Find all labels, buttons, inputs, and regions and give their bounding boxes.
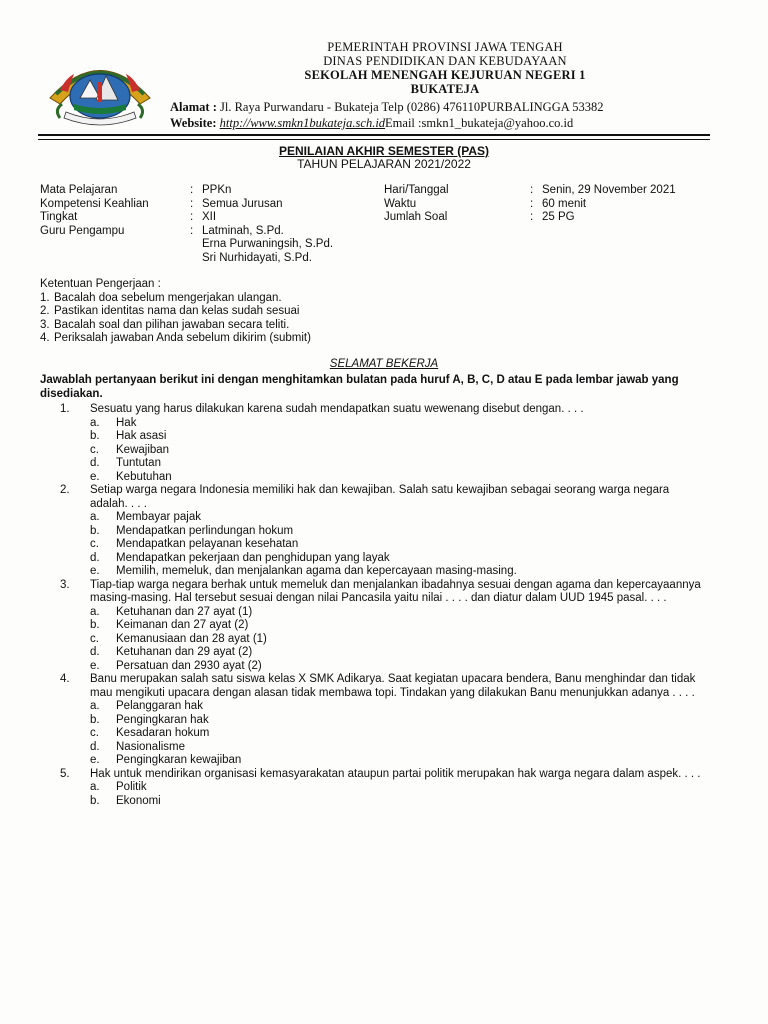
answer-option (90, 525, 710, 539)
letterhead-rule-thick (38, 134, 710, 136)
info-row: Guru Pengampu : Latminah, S.Pd. (40, 224, 284, 237)
question-text: Tiap-tiap warga negara berhak untuk memeluk dan menjalankan ibadahnya sesuai dengan agama dan kepercayaannya masing-masing. Hal tersebut sesuai dengan nilai Pancasila yaitu nilai . . . . dan diatur dalam UUD 1945 pasal. . . . (90, 578, 701, 604)
greeting-heading: SELAMAT BEKERJA (329, 358, 439, 370)
question-text: Hak untuk mendirikan organisasi kemasyarakatan ataupun partai politik merupakan hak warga negara dalam aspek. . . . (90, 767, 701, 780)
answer-option (90, 781, 710, 795)
info-value: PPKn (202, 184, 232, 196)
option-letter: c. (90, 727, 99, 739)
info-value: 60 menit (542, 197, 587, 210)
answer-option (90, 565, 710, 579)
option-text: Hak (116, 416, 137, 429)
option-text: Pengingkaran kewajiban (116, 754, 242, 766)
option-letter: a. (90, 511, 100, 523)
option-letter: b. (90, 619, 100, 631)
letterhead (160, 40, 730, 96)
question-number: 1. (60, 403, 70, 415)
answer-option (90, 741, 710, 755)
list-item: 3. Bacalah soal dan pilihan jawaban secara teliti. (40, 318, 290, 331)
website-label: Website: (170, 116, 217, 130)
guru-name: Erna Purwaningsih, S.Pd. (202, 238, 334, 250)
option-letter: b. (90, 430, 100, 442)
option-letter: a. (90, 605, 100, 618)
option-text: Politik (116, 781, 147, 793)
question-item (60, 484, 710, 579)
option-letter: d. (90, 551, 100, 564)
question-number: 2. (60, 484, 70, 496)
answer-option (90, 552, 710, 566)
answer-option (90, 457, 710, 471)
option-text: Kesadaran hokum (116, 727, 210, 739)
option-text: Hak asasi (116, 430, 167, 442)
option-letter: d. (90, 646, 100, 658)
exam-title: PENILAIAN AKHIR SEMESTER (PAS) (278, 144, 489, 158)
question-item (60, 579, 710, 674)
answer-option (90, 754, 710, 768)
info-row-continued (40, 252, 333, 266)
exam-info-right (384, 184, 676, 225)
info-key: Waktu (384, 197, 417, 210)
answer-option (90, 606, 710, 620)
option-letter: e. (90, 659, 100, 672)
info-value: Senin, 29 November 2021 (542, 184, 676, 196)
option-letter: d. (90, 457, 100, 469)
list-item: 2. Pastikan identitas nama dan kelas sudah sesuai (40, 305, 300, 317)
info-value: XII (202, 211, 217, 223)
option-letter: e. (90, 565, 100, 577)
option-letter: c. (90, 538, 99, 550)
guru-name: Sri Nurhidayati, S.Pd. (202, 251, 312, 264)
option-text: Memilih, memeluk, dan menjalankan agama dan kepercayaan masing-masing. (116, 565, 517, 577)
option-text: Kebutuhan (116, 470, 172, 483)
info-row: Mata Pelajaran : PPKn (40, 184, 232, 196)
answer-option (90, 444, 710, 458)
letterhead-address (170, 100, 710, 115)
option-text: Pengingkaran hak (116, 713, 209, 726)
question-number: 5. (60, 767, 70, 780)
info-value: Semua Jurusan (202, 197, 283, 210)
option-text: Tuntutan (116, 457, 161, 469)
option-letter: d. (90, 740, 100, 753)
option-text: Mendapatkan pelayanan kesehatan (116, 538, 299, 550)
question-body (90, 403, 710, 484)
question-body (90, 673, 710, 768)
letterhead-city: BUKATEJA (410, 82, 480, 96)
question-item (60, 768, 710, 809)
letterhead-department: DINAS PENDIDIKAN DAN KEBUDAYAAN (323, 54, 567, 68)
option-text: Mendapatkan pekerjaan dan penghidupan yang layak (116, 551, 390, 564)
option-text: Membayar pajak (116, 511, 202, 523)
info-key: Hari/Tanggal (384, 184, 449, 196)
answer-option (90, 727, 710, 741)
info-row: Waktu : 60 menit (384, 197, 587, 210)
info-row: Tingkat : XII (40, 211, 217, 223)
address-label: Alamat : (170, 100, 217, 114)
info-row-continued (40, 238, 333, 252)
info-key: Kompetensi Keahlian (40, 197, 149, 210)
exam-info-left (40, 184, 333, 265)
question-text: Sesuatu yang harus dilakukan karena sudah mendapatkan suatu wewenang disebut dengan. . . . (90, 403, 584, 415)
option-letter: c. (90, 443, 99, 456)
question-item (60, 673, 710, 768)
answer-option (90, 538, 710, 552)
info-key: Guru Pengampu (40, 224, 125, 237)
option-text: Kemanusiaan dan 28 ayat (1) (116, 632, 267, 645)
answer-instruction: Jawablah pertanyaan berikut ini dengan menghitamkan bulatan pada huruf A, B, C, D atau E pada lembar jawab yang disediakan. (40, 374, 679, 400)
question-body (90, 579, 710, 674)
address-value: Jl. Raya Purwandaru - Bukateja Telp (0286) 476110PURBALINGGA 53382 (220, 100, 604, 114)
option-letter: a. (90, 781, 100, 793)
info-key: Jumlah Soal (384, 211, 448, 223)
letterhead-rule-thin (38, 139, 710, 140)
option-text: Pelanggaran hak (116, 700, 203, 712)
option-letter: b. (90, 713, 100, 726)
option-letter: c. (90, 632, 99, 645)
answer-option (90, 660, 710, 674)
answer-option (90, 471, 710, 485)
option-letter: a. (90, 416, 100, 429)
letterhead-website (170, 116, 710, 131)
option-letter: e. (90, 754, 100, 766)
exam-year: TAHUN PELAJARAN 2021/2022 (297, 157, 471, 171)
option-text: Ekonomi (116, 794, 161, 807)
option-text: Persatuan dan 2930 ayat (2) (116, 659, 262, 672)
answer-option (90, 700, 710, 714)
info-key: Tingkat (40, 211, 78, 223)
list-item: 4. Periksalah jawaban Anda sebelum dikirim (submit) (40, 332, 311, 344)
option-letter: e. (90, 470, 100, 483)
option-letter: a. (90, 700, 100, 712)
website-link[interactable]: http://www.smkn1bukateja.sch.id (219, 116, 386, 130)
answer-option (90, 619, 710, 633)
question-text: Setiap warga negara Indonesia memiliki hak dan kewajiban. Salah satu kewajiban sebagai seorang warga negara adalah. . . . (90, 484, 670, 510)
answer-option (90, 714, 710, 728)
question-item (60, 403, 710, 484)
info-row: Kompetensi Keahlian : Semua Jurusan (40, 197, 283, 210)
answer-option (90, 430, 710, 444)
question-body (90, 484, 710, 579)
option-letter: b. (90, 524, 100, 537)
option-text: Mendapatkan perlindungan hokum (116, 524, 294, 537)
option-text: Nasionalisme (116, 740, 186, 753)
info-key: Mata Pelajaran (40, 184, 118, 196)
email-text: Email :smkn1_bukateja@yahoo.co.id (385, 116, 574, 130)
letterhead-school: SEKOLAH MENENGAH KEJURUAN NEGERI 1 (304, 68, 586, 82)
question-body (90, 768, 710, 809)
answer-option (90, 633, 710, 647)
question-number: 3. (60, 578, 70, 591)
instruction-text: Bacalah soal dan pilihan jawaban secara teliti. (54, 318, 290, 331)
option-letter: b. (90, 794, 100, 807)
instructions-list (40, 292, 311, 346)
info-row: Hari/Tanggal : Senin, 29 November 2021 (384, 184, 676, 196)
info-value: 25 PG (542, 211, 575, 223)
answer-option (90, 646, 710, 660)
answer-option (90, 795, 710, 809)
option-text: Keimanan dan 27 ayat (2) (116, 619, 249, 631)
answer-option (90, 511, 710, 525)
letterhead-province: PEMERINTAH PROVINSI JAWA TENGAH (327, 40, 563, 54)
instructions-title: Ketentuan Pengerjaan : (40, 278, 161, 290)
instruction-text: Periksalah jawaban Anda sebelum dikirim (submit) (54, 332, 311, 344)
question-number: 4. (60, 673, 70, 685)
list-item: 1. Bacalah doa sebelum mengerjakan ulangan. (40, 291, 282, 304)
instructions-block (40, 278, 311, 346)
info-value: Latminah, S.Pd. (202, 224, 284, 237)
question-list (60, 403, 710, 808)
instruction-text: Pastikan identitas nama dan kelas sudah sesuai (54, 305, 300, 317)
question-text: Banu merupakan salah satu siswa kelas X SMK Adikarya. Saat kegiatan upacara bendera, Banu menghindar dan tidak mau mengikuti upacara dengan alasan tidak membawa topi. Tindakan yang dilakukan Banu menunjukkan adanya . . . . (90, 673, 696, 699)
answer-option (90, 417, 710, 431)
option-text: Ketuhanan dan 29 ayat (2) (116, 646, 253, 658)
school-logo-emblem (40, 38, 160, 130)
option-text: Kewajiban (116, 443, 170, 456)
instruction-text: Bacalah doa sebelum mengerjakan ulangan. (54, 291, 282, 304)
option-text: Ketuhanan dan 27 ayat (1) (116, 605, 253, 618)
info-row: Jumlah Soal : 25 PG (384, 211, 575, 223)
